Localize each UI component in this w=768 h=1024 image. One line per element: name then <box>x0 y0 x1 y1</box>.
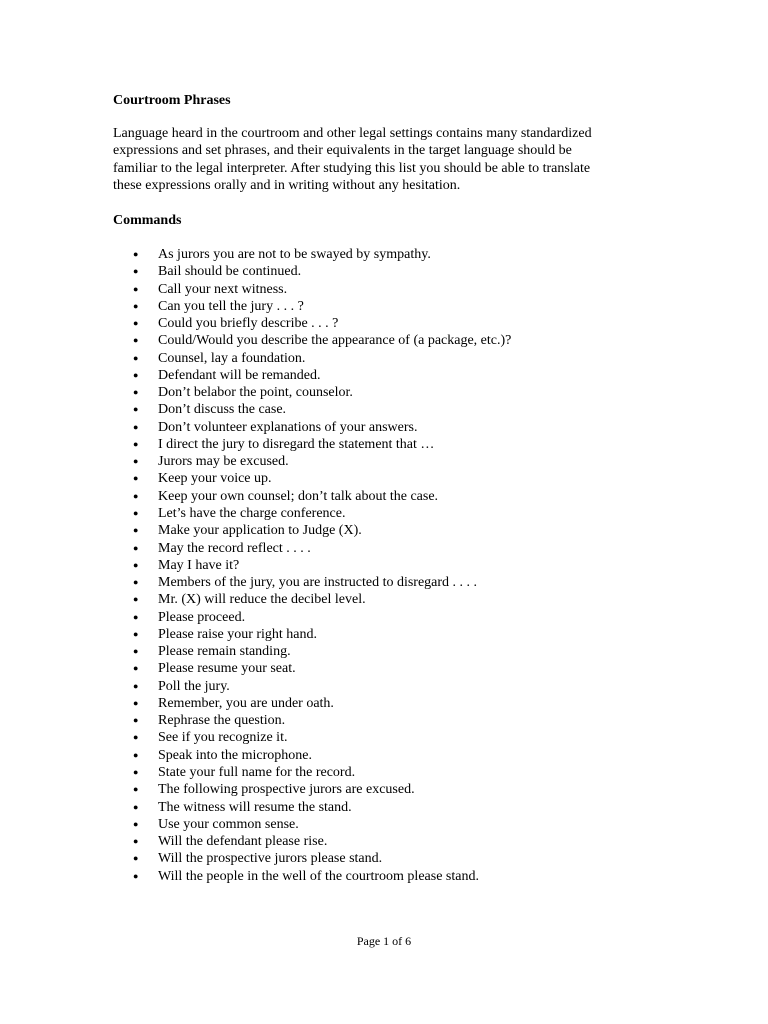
intro-line: these expressions orally and in writing without any hesitation. <box>113 177 461 193</box>
bullet-icon: ● <box>133 456 139 467</box>
list-item-text: Can you tell the jury . . . ? <box>158 298 304 314</box>
list-item-text: Bail should be continued. <box>158 264 302 280</box>
bullet-icon: ● <box>133 836 139 847</box>
bullet-icon: ● <box>133 646 139 657</box>
bullet-icon: ● <box>133 628 139 639</box>
page-number-footer: Page 1 of 6 <box>356 934 412 948</box>
list-item-text: Rephrase the question. <box>158 713 286 729</box>
list-item-text: The following prospective jurors are excused. <box>158 782 415 798</box>
list-item-text: Use your common sense. <box>158 816 299 832</box>
bullet-icon: ● <box>133 525 139 536</box>
bullet-icon: ● <box>133 611 139 622</box>
bullet-icon: ● <box>133 594 139 605</box>
bullet-icon: ● <box>133 542 139 553</box>
bullet-icon: ● <box>133 663 139 674</box>
bullet-icon: ● <box>133 352 139 363</box>
list-item-text: Could/Would you describe the appearance of (a package, etc.)? <box>158 333 512 349</box>
bullet-icon: ● <box>133 404 139 415</box>
bullet-icon: ● <box>133 870 139 881</box>
bullet-icon: ● <box>133 387 139 398</box>
bullet-icon: ● <box>133 266 139 277</box>
bullet-icon: ● <box>133 853 139 864</box>
bullet-icon: ● <box>133 559 139 570</box>
bullet-icon: ● <box>133 473 139 484</box>
bullet-icon: ● <box>133 784 139 795</box>
list-item-text: Defendant will be remanded. <box>158 367 321 383</box>
bullet-icon: ● <box>133 249 139 259</box>
bullet-icon: ● <box>133 369 139 380</box>
bullet-icon: ● <box>133 766 139 777</box>
bullet-icon: ● <box>133 680 139 691</box>
list-item-text: Poll the jury. <box>158 678 230 694</box>
list-item-text: Will the defendant please rise. <box>158 834 328 850</box>
list-item-text: Speak into the microphone. <box>158 747 312 763</box>
list-item-text: The witness will resume the stand. <box>158 799 352 815</box>
intro-line: Language heard in the courtroom and other legal settings contains many standardized <box>113 126 592 141</box>
list-item-text: Will the people in the well of the courtroom please stand. <box>158 868 479 884</box>
list-item-text: Please resume your seat. <box>158 661 296 677</box>
bullet-icon: ● <box>133 818 139 829</box>
list-item-text: Don’t volunteer explanations of your answers. <box>158 419 418 435</box>
bullet-icon: ● <box>133 507 139 518</box>
bullet-icon: ● <box>133 335 139 346</box>
list-item-text: I direct the jury to disregard the statement that … <box>158 436 435 452</box>
list-item-text: Call your next witness. <box>158 281 288 297</box>
list-item-text: Members of the jury, you are instructed to disregard . . . . <box>158 575 478 591</box>
list-item-text: Please raise your right hand. <box>158 626 318 642</box>
list-item-text: Counsel, lay a foundation. <box>158 350 306 366</box>
list-item-text: Could you briefly describe . . . ? <box>158 316 339 332</box>
list-item-text: As jurors you are not to be swayed by sympathy. <box>158 247 431 262</box>
list-item-text: Mr. (X) will reduce the decibel level. <box>158 592 366 608</box>
bullet-icon: ● <box>133 318 139 329</box>
list-item-text: Will the prospective jurors please stand. <box>158 851 383 867</box>
bullet-icon: ● <box>133 300 139 311</box>
list-item-text: Please remain standing. <box>158 644 291 660</box>
list-item-text: State your full name for the record. <box>158 764 356 780</box>
bullet-icon: ● <box>133 490 139 501</box>
list-item-text: Make your application to Judge (X). <box>158 523 362 539</box>
bullet-icon: ● <box>133 283 139 294</box>
list-item-text: Keep your own counsel; don’t talk about the case. <box>158 488 439 504</box>
intro-paragraph <box>113 125 653 194</box>
list-item-text: Jurors may be excused. <box>158 454 289 470</box>
bullet-icon: ● <box>133 801 139 812</box>
bullet-icon: ● <box>133 577 139 588</box>
bullet-icon: ● <box>133 421 139 432</box>
list-item-text: Don’t belabor the point, counselor. <box>158 385 353 401</box>
bullet-icon: ● <box>133 749 139 760</box>
bullet-icon: ● <box>133 715 139 726</box>
bullet-icon: ● <box>133 438 139 449</box>
bullet-icon: ● <box>133 732 139 743</box>
list-item-text: May I have it? <box>158 557 240 573</box>
intro-line: expressions and set phrases, and their equivalents in the target language should be <box>113 143 572 159</box>
list-item-text: Remember, you are under oath. <box>158 695 334 711</box>
list-item-text: Keep your voice up. <box>158 471 272 487</box>
bullet-icon: ● <box>133 697 139 708</box>
intro-line: familiar to the legal interpreter. After studying this list you should be able to translate <box>113 160 591 176</box>
list-item-text: Don’t discuss the case. <box>158 402 287 418</box>
list-item-text: Let’s have the charge conference. <box>158 505 346 521</box>
section-heading-commands: Commands <box>113 213 182 228</box>
document-title: Courtroom Phrases <box>113 93 231 108</box>
list-item-text: Please proceed. <box>158 609 246 625</box>
list-item-text: May the record reflect . . . . <box>158 540 311 556</box>
list-item-text: See if you recognize it. <box>158 730 288 746</box>
